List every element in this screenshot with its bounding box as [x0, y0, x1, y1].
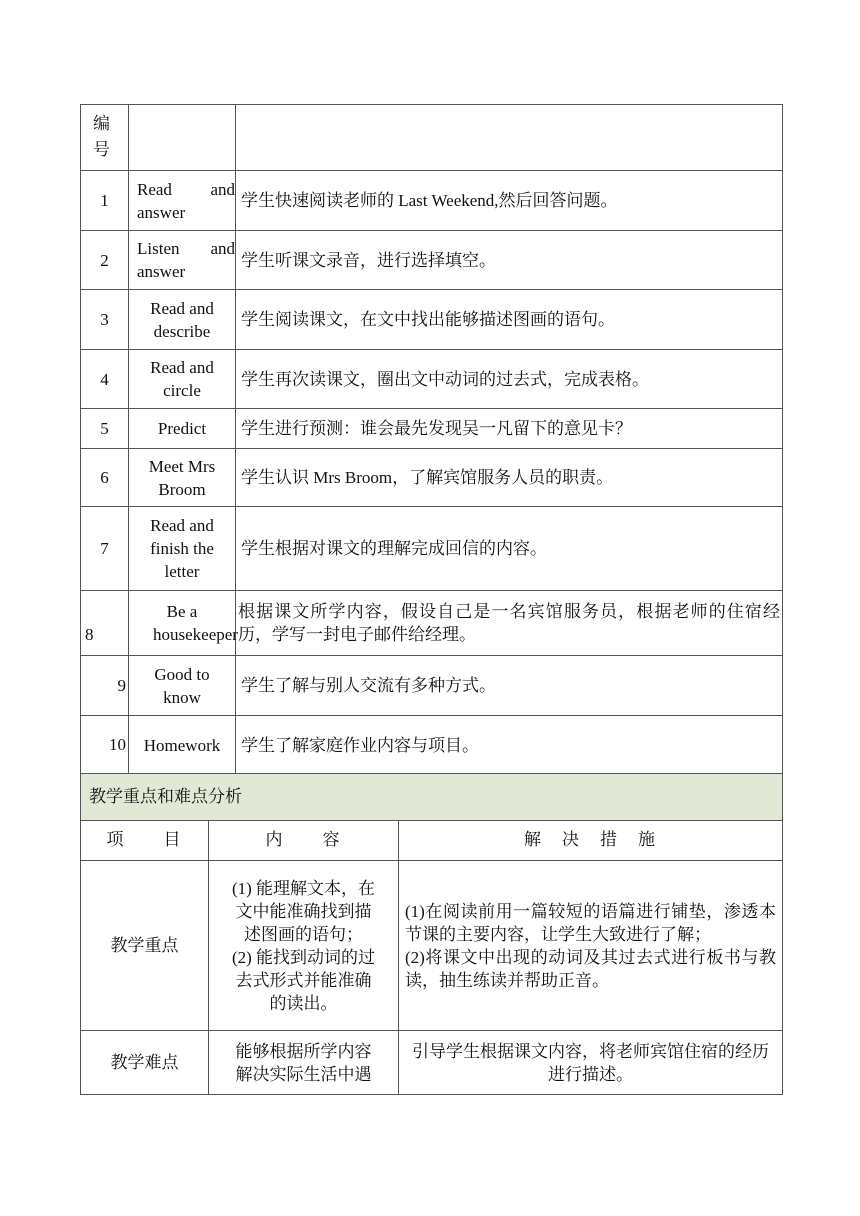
row-content: (1) 能理解文本，在 文中能准确找到描 述图画的语句； (2) 能找到动词的过 去式形式并能准确 的读出。 [209, 861, 399, 1031]
row-measures: (1)在阅读前用一篇较短的语篇进行铺垫，渗透本节课的主要内容，让学生大致进行了解； (2)将课文中出现的动词及其过去式进行板书与教读，抽生练读并帮助正音。 [399, 861, 783, 1031]
row-activity: Read and finish the letter [129, 507, 236, 591]
header-activity [129, 105, 236, 171]
row-number: 7 [81, 507, 129, 591]
table-row [81, 861, 783, 1031]
row-description: 学生根据对课文的理解完成回信的内容。 [236, 507, 783, 591]
row-activity: Read and describe [129, 290, 236, 350]
row-activity: Predict [129, 409, 236, 449]
row-item: 教学难点 [81, 1031, 209, 1095]
table-row [81, 409, 783, 449]
header-content: 内 容 [209, 821, 399, 861]
header-description [236, 105, 783, 171]
row-number: 3 [81, 290, 129, 350]
row-description: 学生了解家庭作业内容与项目。 [236, 716, 783, 775]
row-description: 学生阅读课文，在文中找出能够描述图画的语句。 [236, 290, 783, 350]
row-item: 教学重点 [81, 861, 209, 1031]
table-row [81, 656, 783, 716]
row-measures: 引导学生根据课文内容，将老师宾馆住宿的经历进行描述。 [399, 1031, 783, 1095]
row-number: 5 [81, 409, 129, 449]
row-activity: Good to know [129, 656, 236, 716]
row-number: 6 [81, 449, 129, 507]
row-activity: Meet Mrs Broom [129, 449, 236, 507]
table-row [81, 507, 783, 591]
table-row [81, 591, 783, 656]
row-activity: Homework [129, 716, 236, 775]
analysis-header-row [81, 821, 783, 861]
header-item: 项 目 [81, 821, 209, 861]
activity-table [80, 104, 783, 775]
row-description: 学生进行预测：谁会最先发现吴一凡留下的意见卡？ [236, 409, 783, 449]
row-description: 学生再次读课文，圈出文中动词的过去式，完成表格。 [236, 350, 783, 409]
row-activity: Be a housekeeper [129, 591, 236, 656]
table-row [81, 350, 783, 409]
row-description: 学生听课文录音，进行选择填空。 [236, 231, 783, 290]
row-description: 学生了解与别人交流有多种方式。 [236, 656, 783, 716]
row-description: 根据课文所学内容，假设自己是一名宾馆服务员，根据老师的住宿经历，学写一封电子邮件给经理。 [236, 591, 783, 656]
row-number: 9 [81, 656, 129, 716]
row-number: 8 [81, 591, 129, 656]
row-description: 学生认识 Mrs Broom，了解宾馆服务人员的职责。 [236, 449, 783, 507]
row-number: 1 [81, 171, 129, 231]
section-title: 教学重点和难点分析 [81, 774, 783, 821]
row-activity: Read and circle [129, 350, 236, 409]
row-activity: Listen and answer [129, 231, 236, 290]
analysis-title-row [81, 774, 783, 821]
row-content: 能够根据所学内容 解决实际生活中遇 [209, 1031, 399, 1095]
table-row [81, 231, 783, 290]
header-measures: 解 决 措 施 [399, 821, 783, 861]
table-row [81, 449, 783, 507]
header-number: 编号 [81, 105, 129, 171]
table-row [81, 171, 783, 231]
row-number: 10 [81, 716, 129, 775]
row-number: 2 [81, 231, 129, 290]
table-row [81, 290, 783, 350]
table-row [81, 1031, 783, 1095]
table-row [81, 716, 783, 775]
row-number: 4 [81, 350, 129, 409]
analysis-table [80, 773, 783, 1095]
table-header-row [81, 105, 783, 171]
row-description: 学生快速阅读老师的 Last Weekend,然后回答问题。 [236, 171, 783, 231]
row-activity: Read and answer [129, 171, 236, 231]
